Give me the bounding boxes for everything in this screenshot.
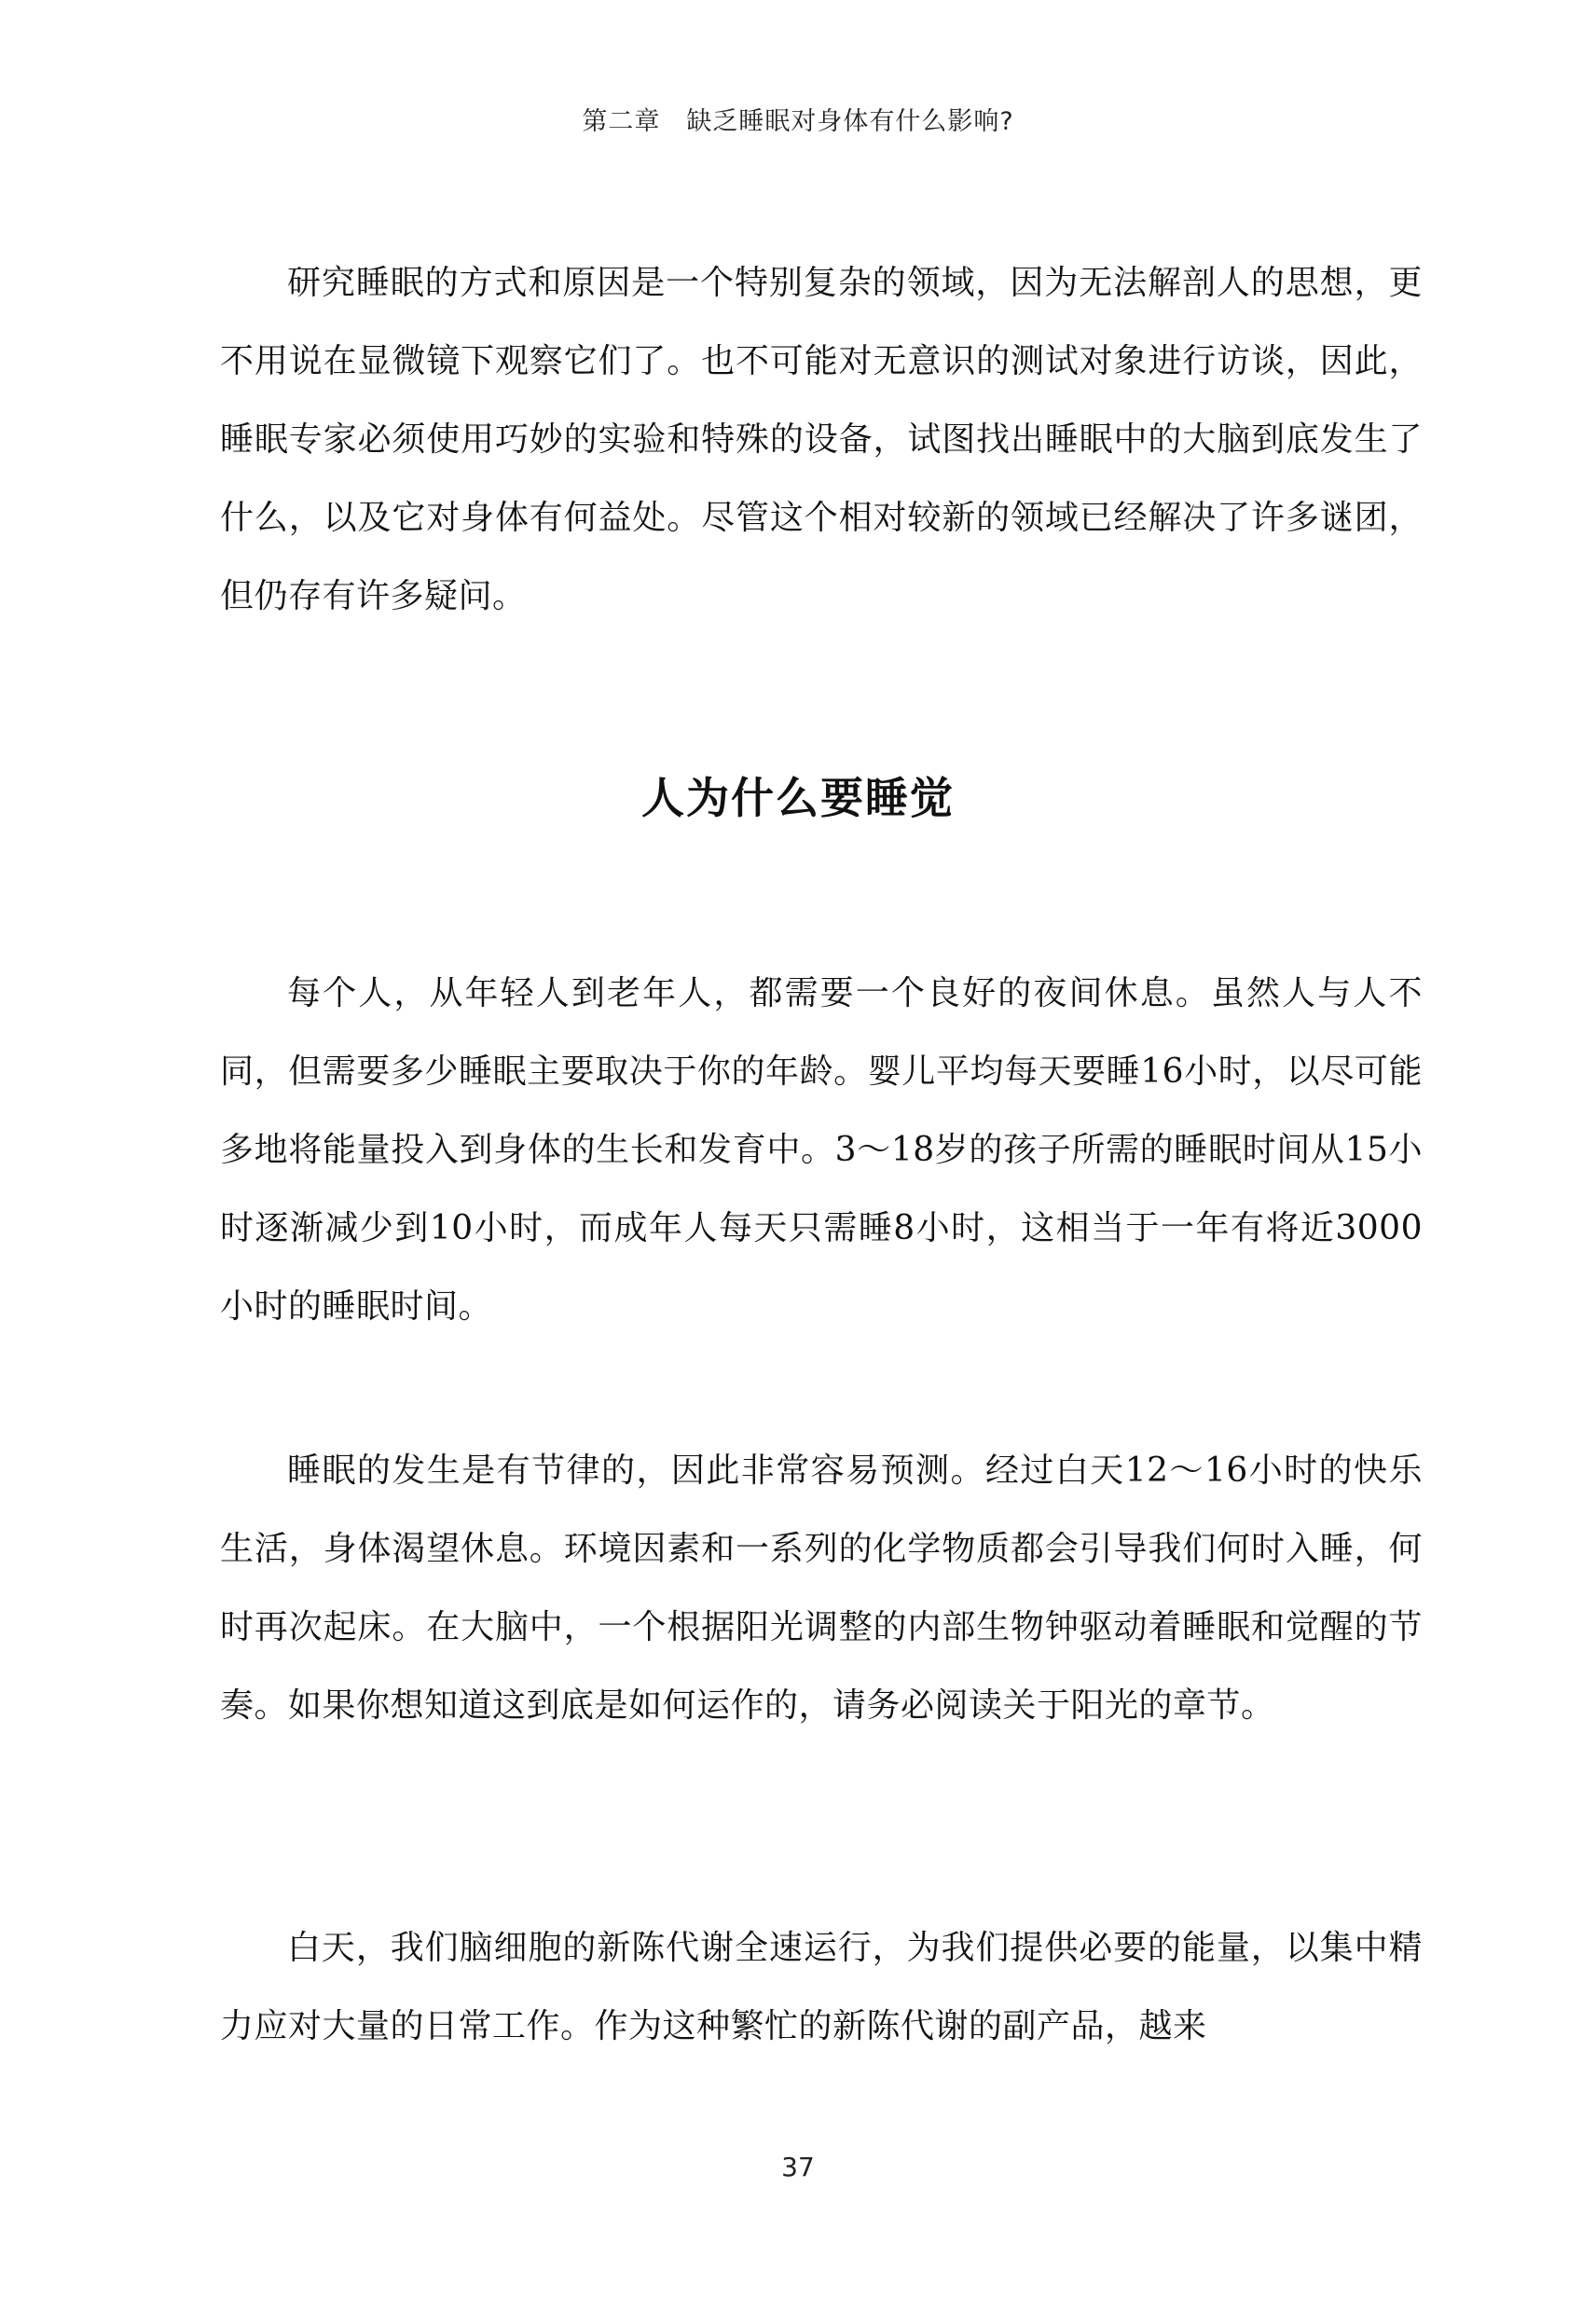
running-header: 第二章 缺乏睡眠对身体有什么影响?: [582, 107, 1014, 136]
section-title: 人为什么要睡觉: [641, 773, 955, 823]
body-paragraph-2: 每个人，从年轻人到老年人，都需要一个良好的夜间休息。虽然人与人不同，但需要多少睡眠主要取决于你的年龄。婴儿平均每天要睡16小时，以尽可能多地将能量投入到身体的生长和发育中。3～18岁的孩子所需的睡眠时间从15小时逐渐减少到10小时，而成年人每天只需睡8小时，这相当于一年有将近3000小时的睡眠时间。: [220, 974, 1423, 1326]
page-number: 37: [781, 2152, 815, 2182]
body-paragraph-4: 白天，我们脑细胞的新陈代谢全速运行，为我们提供必要的能量，以集中精力应对大量的日常工作。作为这种繁忙的新陈代谢的副产品，越来: [220, 1929, 1423, 2045]
body-paragraph-3: 睡眠的发生是有节律的，因此非常容易预测。经过白天12～16小时的快乐生活，身体渴望休息。环境因素和一系列的化学物质都会引导我们何时入睡，何时再次起床。在大脑中，一个根据阳光调整的内部生物钟驱动着睡眠和觉醒的节奏。如果你想知道这到底是如何运作的，请务必阅读关于阳光的章节。: [220, 1452, 1423, 1725]
body-paragraph-1: 研究睡眠的方式和原因是一个特别复杂的领域，因为无法解剖人的思想，更不用说在显微镜下观察它们了。也不可能对无意识的测试对象进行访谈，因此，睡眠专家必须使用巧妙的实验和特殊的设备，试图找出睡眠中的大脑到底发生了什么，以及它对身体有何益处。尽管这个相对较新的领域已经解决了许多谜团，但仍存有许多疑问。: [220, 264, 1423, 615]
